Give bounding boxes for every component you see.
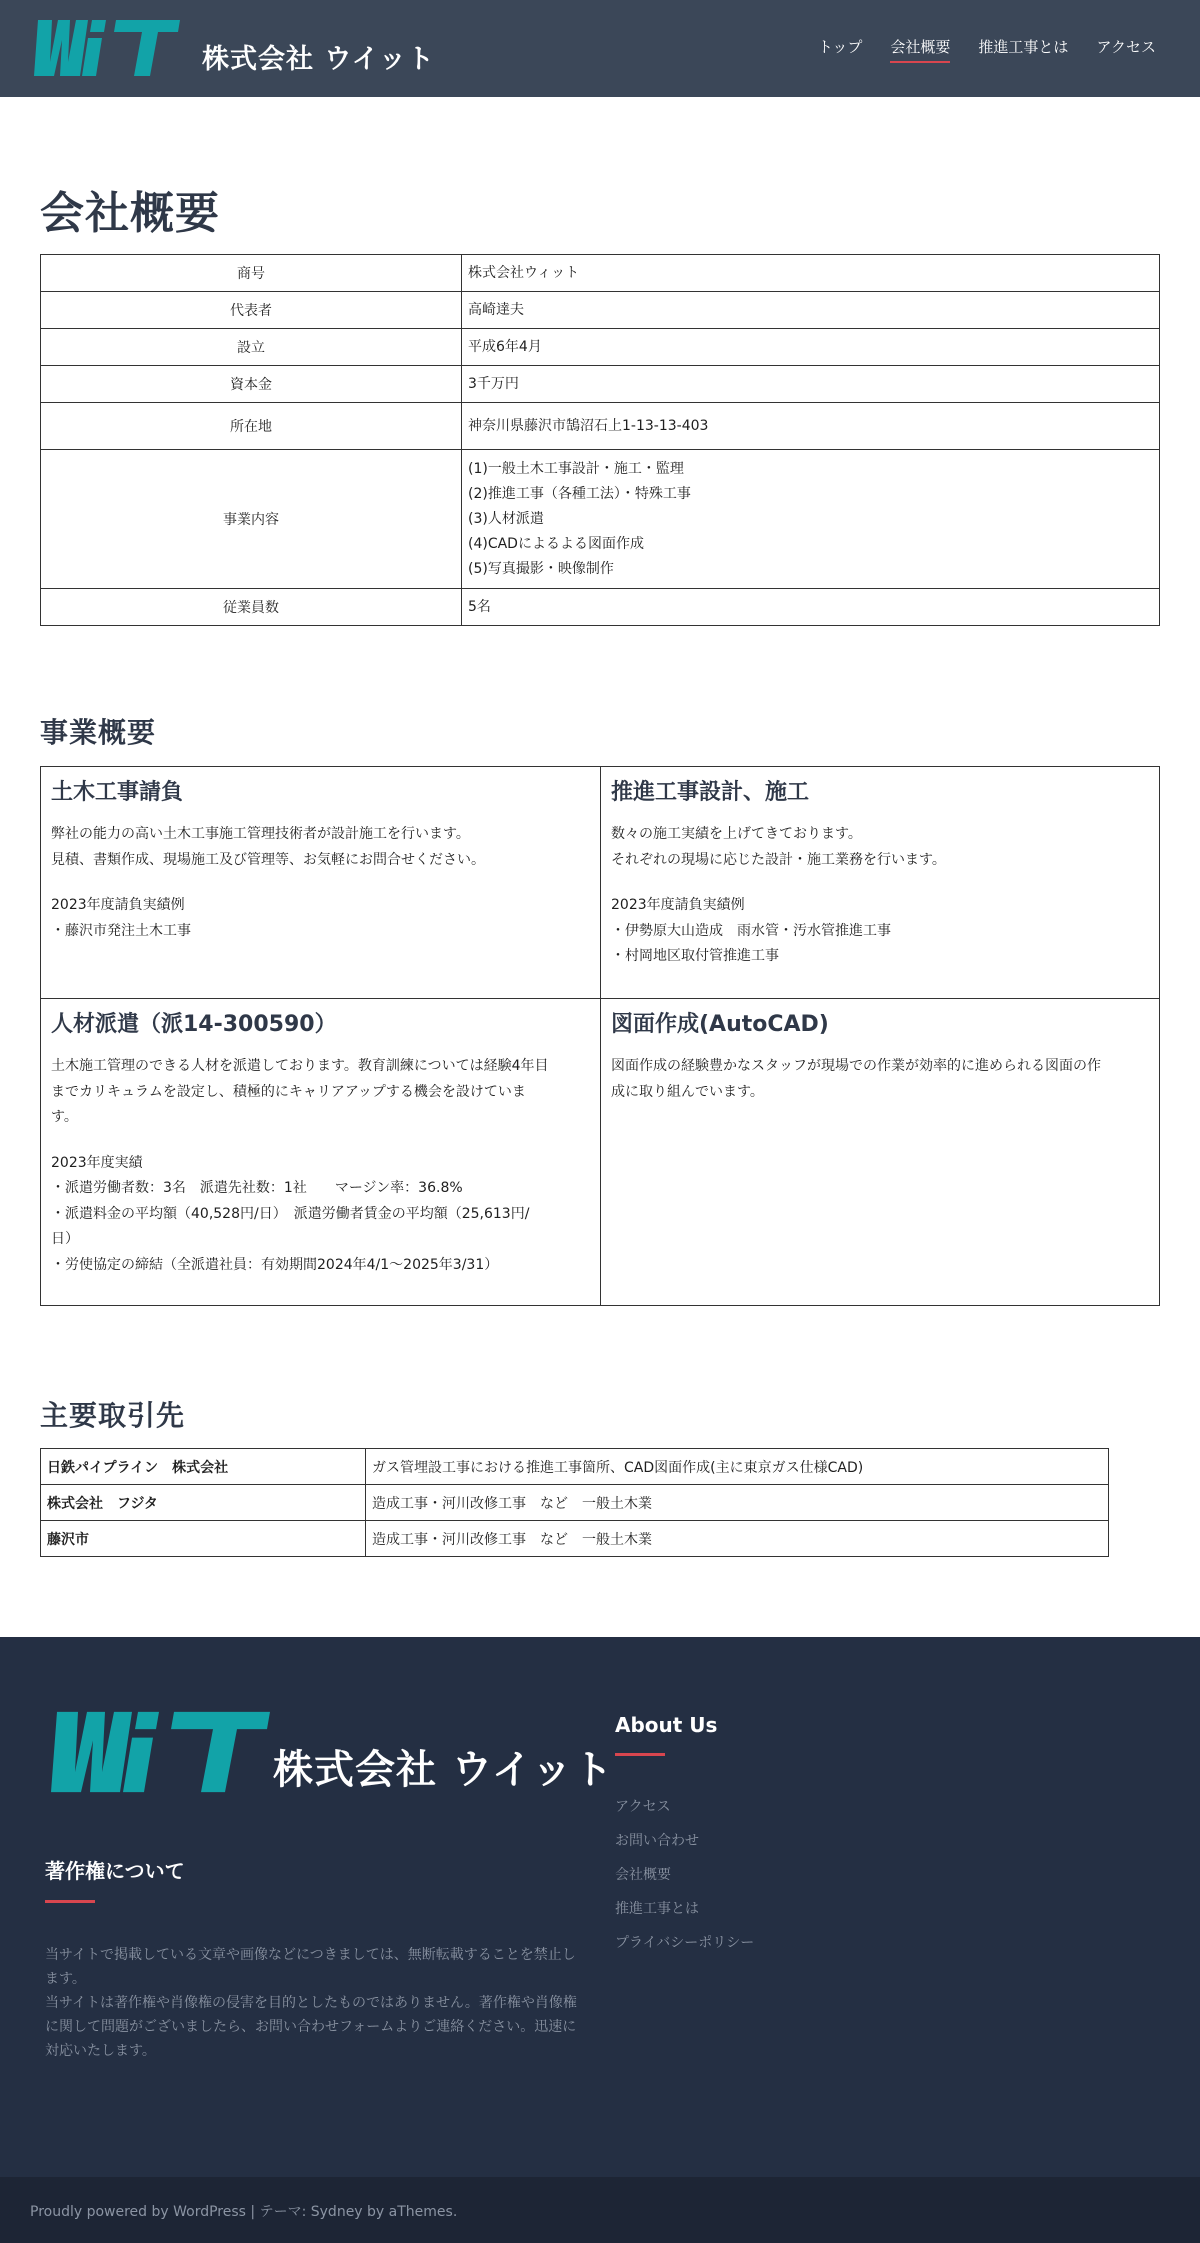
cell-desc: 図面作成の経験豊かなスタッフが現場での作業が効率的に進められる図面の作 xyxy=(611,1058,1101,1074)
row-value xyxy=(462,255,1160,292)
cell-title: 図面作成(AutoCAD) xyxy=(611,1012,829,1037)
company-table xyxy=(40,254,1160,626)
copyright-line: ます。 xyxy=(45,1971,86,1987)
cell-item: 日） xyxy=(51,1231,79,1247)
row-value xyxy=(462,329,1160,366)
value-line: 5名 xyxy=(468,598,491,615)
business-cell-cad xyxy=(600,998,1159,1305)
logo-text: 株式会社 ウイット xyxy=(202,44,436,75)
site-logo[interactable] xyxy=(30,18,435,78)
row-key: 従業員数 xyxy=(41,589,462,626)
footer-bottom-bar xyxy=(0,2177,1200,2243)
footer-link-company[interactable]: 会社概要 xyxy=(615,1867,671,1883)
copyright-heading: 著作権について xyxy=(45,1859,185,1883)
cell-desc: 弊社の能力の高い土木工事施工管理技術者が設計施工を行います。 xyxy=(51,826,470,842)
cell-item: 2023年度実績 xyxy=(51,1154,143,1171)
cell-title: 推進工事設計、施工 xyxy=(611,780,810,805)
copyright-text xyxy=(45,1943,585,2063)
row-key: 設立 xyxy=(41,329,462,366)
client-name: 株式会社 フジタ xyxy=(41,1485,366,1521)
value-line: (3)人材派遣 xyxy=(468,510,544,527)
spacer xyxy=(51,1131,590,1151)
nav-propulsion[interactable]: 推進工事とは xyxy=(978,38,1069,56)
copyright-line: 当サイトは著作権や肖像権の侵害を目的としたものではありません。著作権や肖像権 xyxy=(45,1995,577,2011)
cell-desc: 成に取り組んでいます。 xyxy=(611,1083,764,1100)
cell-item: ・藤沢市発注土木工事 xyxy=(51,922,191,939)
cell-desc: す。 xyxy=(51,1109,78,1125)
table-row xyxy=(41,329,1160,366)
page-title: 会社概要 xyxy=(40,188,220,239)
cell-desc: 土木施工管理のできる人材を派遣しております。教育訓練については経験4年目 xyxy=(51,1058,549,1074)
footer-link-privacy[interactable]: プライバシーポリシー xyxy=(615,1935,755,1951)
about-heading: About Us xyxy=(615,1713,718,1737)
value-line: (4)CADによるよる図面作成 xyxy=(468,535,644,552)
row-value xyxy=(462,366,1160,403)
spacer xyxy=(611,873,1149,893)
nav-top[interactable]: トップ xyxy=(817,38,863,56)
nav-company[interactable]: 会社概要 xyxy=(890,36,950,63)
spacer xyxy=(51,873,590,893)
row-key: 所在地 xyxy=(41,403,462,450)
heading-underline xyxy=(45,1900,95,1903)
footer-links xyxy=(615,1796,754,1952)
business-cell-civil xyxy=(41,767,600,998)
site-header xyxy=(0,0,1200,97)
row-key: 商号 xyxy=(41,255,462,292)
wit-logo-icon xyxy=(45,1709,273,1795)
row-value xyxy=(462,589,1160,626)
table-row xyxy=(41,450,1160,589)
client-work: ガス管埋設工事における推進工事箇所、CAD図面作成(主に東京ガス仕様CAD) xyxy=(366,1449,1109,1485)
value-line: 平成6年4月 xyxy=(468,338,542,355)
cell-title: 土木工事請負 xyxy=(51,780,184,805)
table-row xyxy=(41,255,1160,292)
row-value xyxy=(462,403,1160,450)
business-title: 事業概要 xyxy=(40,716,157,749)
table-row xyxy=(41,1449,1109,1485)
footer-logo xyxy=(45,1709,614,1795)
value-line: 高崎達夫 xyxy=(468,301,524,318)
business-cell-staffing xyxy=(41,998,600,1305)
value-line: 神奈川県藤沢市鵠沼石上1-13-13-403 xyxy=(468,417,709,434)
client-name: 藤沢市 xyxy=(41,1521,366,1557)
theme-credit: テーマ: Sydney by aThemes. xyxy=(259,2204,458,2220)
clients-title: 主要取引先 xyxy=(40,1399,186,1432)
copyright-block xyxy=(45,1855,585,2063)
row-key: 資本金 xyxy=(41,366,462,403)
table-row xyxy=(41,1521,1109,1557)
footer-link-propulsion[interactable]: 推進工事とは xyxy=(615,1901,699,1917)
table-row xyxy=(41,1485,1109,1521)
cell-desc: 数々の施工実績を上げてきております。 xyxy=(611,826,862,842)
cell-item: ・派遣料金の平均額（40,528円/日） 派遣労働者賃金の平均額（25,613円/ xyxy=(51,1205,530,1222)
row-key: 事業内容 xyxy=(41,450,462,589)
cell-item: ・労使協定の締結（全派遣社員：有効期間2024年4/1～2025年3/31） xyxy=(51,1256,499,1273)
copyright-line: に関して問題がございましたら、お問い合わせフォームよりご連絡ください。迅速に xyxy=(45,2019,577,2035)
row-value xyxy=(462,450,1160,589)
value-line: 3千万円 xyxy=(468,375,519,392)
clients-table xyxy=(40,1448,1109,1557)
table-row xyxy=(41,366,1160,403)
table-row xyxy=(41,403,1160,450)
nav-access[interactable]: アクセス xyxy=(1096,38,1156,56)
value-line: (2)推進工事（各種工法）・特殊工事 xyxy=(468,485,691,502)
row-key: 代表者 xyxy=(41,292,462,329)
business-grid xyxy=(40,766,1160,1306)
copyright-line: 対応いたします。 xyxy=(45,2043,156,2059)
cell-item: ・伊勢原大山造成 雨水管・汚水管推進工事 xyxy=(611,922,891,939)
cell-desc: までカリキュラムを設定し、積極的にキャリアアップする機会を設けていま xyxy=(51,1083,526,1100)
wit-logo-icon xyxy=(30,18,182,78)
footer-logo-text: 株式会社 ウイット xyxy=(273,1747,614,1793)
main-nav xyxy=(818,36,1156,63)
footer-link-access[interactable]: アクセス xyxy=(615,1799,671,1815)
cell-item: ・村岡地区取付管推進工事 xyxy=(611,948,779,964)
value-line: 株式会社ウィット xyxy=(468,264,580,281)
site-footer xyxy=(0,1637,1200,2177)
cell-title: 人材派遣（派14-300590） xyxy=(51,1012,337,1037)
business-cell-propulsion xyxy=(600,767,1159,998)
heading-underline xyxy=(615,1753,665,1756)
copyright-line: 当サイトで掲載している文章や画像などにつきましては、無断転載することを禁止し xyxy=(45,1947,576,1963)
powered-by-link[interactable]: Proudly powered by WordPress xyxy=(30,2204,246,2220)
client-work: 造成工事・河川改修工事 など 一般土木業 xyxy=(366,1521,1109,1557)
footer-link-contact[interactable]: お問い合わせ xyxy=(615,1833,699,1849)
about-block xyxy=(615,1713,754,1952)
value-line: (1)一般土木工事設計・施工・監理 xyxy=(468,460,684,477)
table-row xyxy=(41,292,1160,329)
cell-item: 2023年度請負実績例 xyxy=(611,897,745,913)
value-line: (5)写真撮影・映像制作 xyxy=(468,560,614,577)
row-value xyxy=(462,292,1160,329)
main-content xyxy=(0,177,1200,1557)
cell-item: ・派遣労働者数：3名 派遣先社数：1社 マージン率：36.8% xyxy=(51,1180,463,1196)
cell-desc: 見積、書類作成、現場施工及び管理等、お気軽にお問合せください。 xyxy=(51,851,485,868)
cell-item: 2023年度請負実績例 xyxy=(51,897,185,913)
client-work: 造成工事・河川改修工事 など 一般土木業 xyxy=(366,1485,1109,1521)
cell-desc: それぞれの現場に応じた設計・施工業務を行います。 xyxy=(611,851,946,868)
table-row xyxy=(41,589,1160,626)
separator: | xyxy=(245,2204,260,2220)
client-name: 日鉄パイプライン 株式会社 xyxy=(41,1449,366,1485)
